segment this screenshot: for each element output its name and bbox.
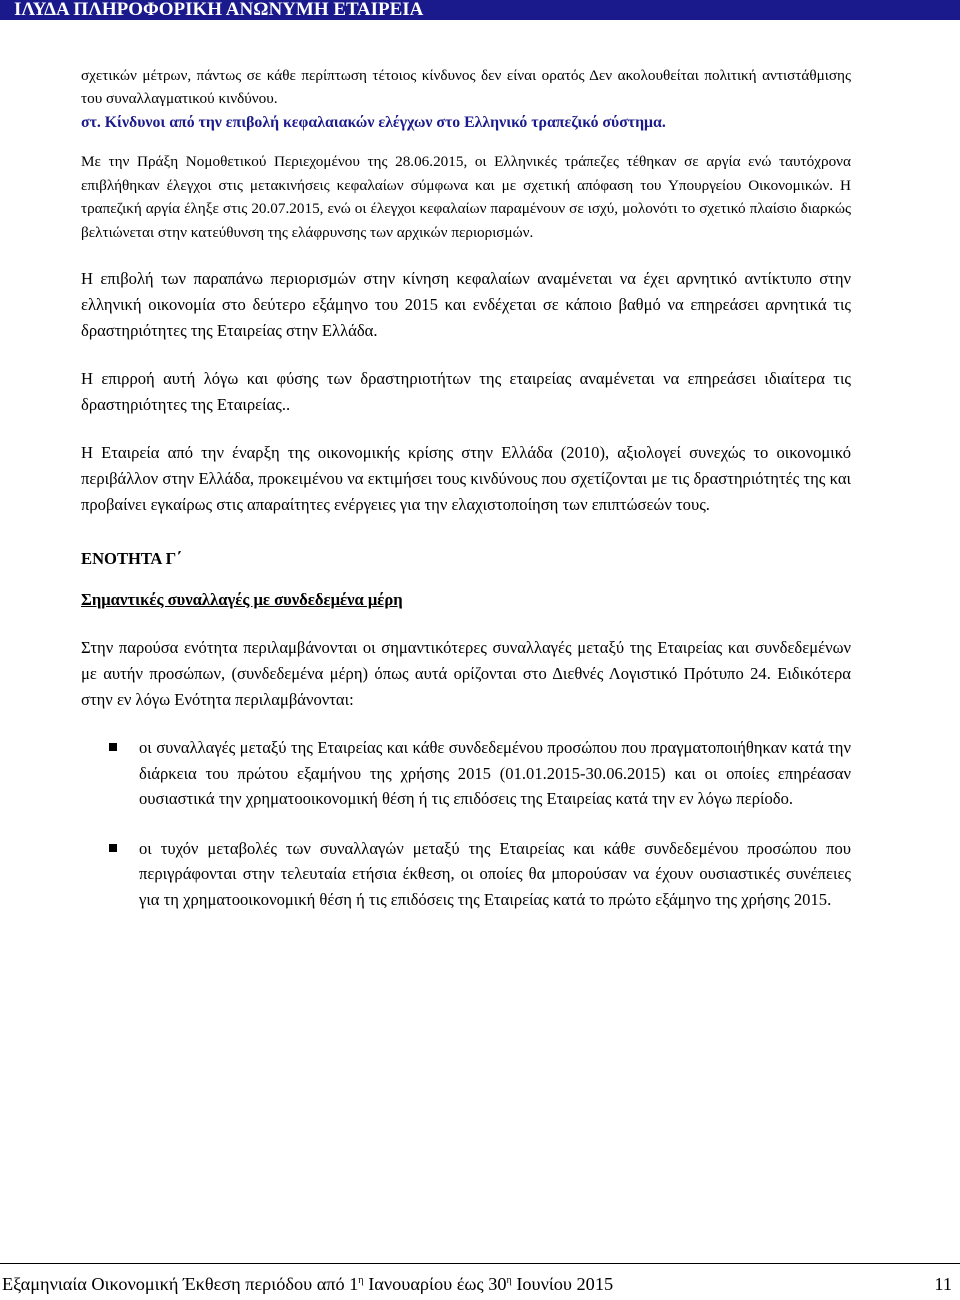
company-paragraph: Η Εταιρεία από την έναρξη της οικονομικής κρίσης στην Ελλάδα (2010), αξιολογεί συνεχώς το οικονομικό περιβάλλον στην Ελλάδα, προκειμένου να εκτιμήσει τους κινδύνους που σχετίζονται με τις δραστηριότητές της και προβαίνει εγκαίρως στις απαραίτητες ενέργειες για την ελαχιστοποίηση των επιπτώσεών τους. — [81, 443, 851, 515]
influence-paragraph: Η επιρροή αυτή λόγω και φύσης των δραστηριοτήτων της εταιρείας αναμένεται να επηρεάσει ιδιαίτερα τις δραστηριότητες της Εταιρείας.. — [81, 369, 851, 415]
document-footer — [2, 1273, 956, 1295]
page-body — [81, 64, 851, 912]
page-number: 11 — [934, 1274, 952, 1294]
related-parties-intro: Στην παρούσα ενότητα περιλαμβάνονται οι σημαντικότερες συναλλαγές μεταξύ της Εταιρείας και συνδεδεμένων με αυτήν προσώπων, (συνδεδεμένα μέρη) όπως αυτά ορίζονται στο Διεθνές Λογιστικό Πρότυπο 24. Ειδικότερα στην εν λόγω Ενότητα περιλαμβάνονται: — [81, 638, 851, 710]
list-item-text: οι τυχόν μεταβολές των συναλλαγών μεταξύ της Εταιρείας και κάθε συνδεδεμένου προσώπου που περιγράφονται στην τελευταία ετήσια έκθεση, οι οποίες θα μπορούσαν να έχουν ουσιαστικές συνέπειες για τη χρηματοοικονομική θέση ή τις επιδόσεις της Εταιρείας κατά το πρώτο εξάμηνο της χρήσης 2015. — [139, 838, 851, 909]
footer-sup2: η — [506, 1275, 512, 1286]
related-parties-list — [81, 735, 851, 912]
footer-divider — [0, 1263, 960, 1264]
section-st-title: στ. Κίνδυνοι από την επιβολή κεφαλαιακών ελέγχων στο Ελληνικό τραπεζικό σύστημα. — [81, 113, 666, 131]
footer-title-part2: Ιανουαρίου έως 30 — [363, 1274, 507, 1294]
list-item-text: οι συναλλαγές μεταξύ της Εταιρείας και κάθε συνδεδεμένου προσώπου που πραγματοποιήθηκαν κατά την διάρκεια του πρώτου εξαμήνου της χρήσης 2015 (01.01.2015-30.06.2015) και οι οποίες επηρέασαν ουσιαστικά την χρηματοοικονομική θέση ή τις επιδόσεις της Εταιρείας κατά την εν λόγω περίοδο. — [139, 738, 851, 809]
impact-paragraph: Η επιβολή των παραπάνω περιορισμών στην κίνηση κεφαλαίων αναμένεται να έχει αρνητικό αντίκτυπο στην ελληνική οικονομία στο δεύτερο εξάμηνο του 2015 και ενδέχεται σε κάποιο βαθμό να επηρεάσει αρνητικά τις δραστηριότητες της Εταιρείας στην Ελλάδα. — [81, 269, 851, 341]
square-bullet-icon — [109, 743, 117, 751]
list-item — [81, 836, 851, 913]
related-parties-heading: Σημαντικές συναλλαγές με συνδεδεμένα μέρη — [81, 590, 403, 610]
intro-paragraph: σχετικών μέτρων, πάντως σε κάθε περίπτωση τέτοιος κίνδυνος δεν είναι ορατός Δεν ακολουθείται πολιτική αντιστάθμισης του συναλλαγματικού κινδύνου. — [81, 67, 851, 108]
capital-controls-paragraph: Με την Πράξη Νομοθετικού Περιεχομένου της 28.06.2015, οι Ελληνικές τράπεζες τέθηκαν σε αργία ενώ ταυτόχρονα επιβλήθηκαν έλεγχοι στις μετακινήσεις κεφαλαίων σύμφωνα και με σχετική απόφαση του Υπουργείου Οικονομικών. Η τραπεζική αργία έληξε στις 20.07.2015, ενώ οι έλεγχοι κεφαλαίων παραμένουν σε ισχύ, μολονότι το σχετικό πλαίσιο διαρκώς βελτιώνεται στην κατεύθυνση της ελάφρυνσης των αρχικών περιορισμών. — [81, 153, 851, 241]
company-name: ΙΛΥΔΑ ΠΛΗΡΟΦΟΡΙΚΗ ΑΝΩΝΥΜΗ ΕΤΑΙΡΕΙΑ — [14, 0, 424, 20]
section-g-heading: ΕΝΟΤΗΤΑ Γ΄ — [81, 549, 182, 569]
document-header — [0, 0, 960, 20]
footer-sup1: η — [358, 1275, 364, 1286]
footer-title-part1: Εξαμηνιαία Οικονομική Έκθεση περιόδου από 1 — [2, 1274, 359, 1294]
square-bullet-icon — [109, 844, 117, 852]
list-item — [81, 735, 851, 812]
footer-title-part3: Ιουνίου 2015 — [511, 1274, 614, 1294]
